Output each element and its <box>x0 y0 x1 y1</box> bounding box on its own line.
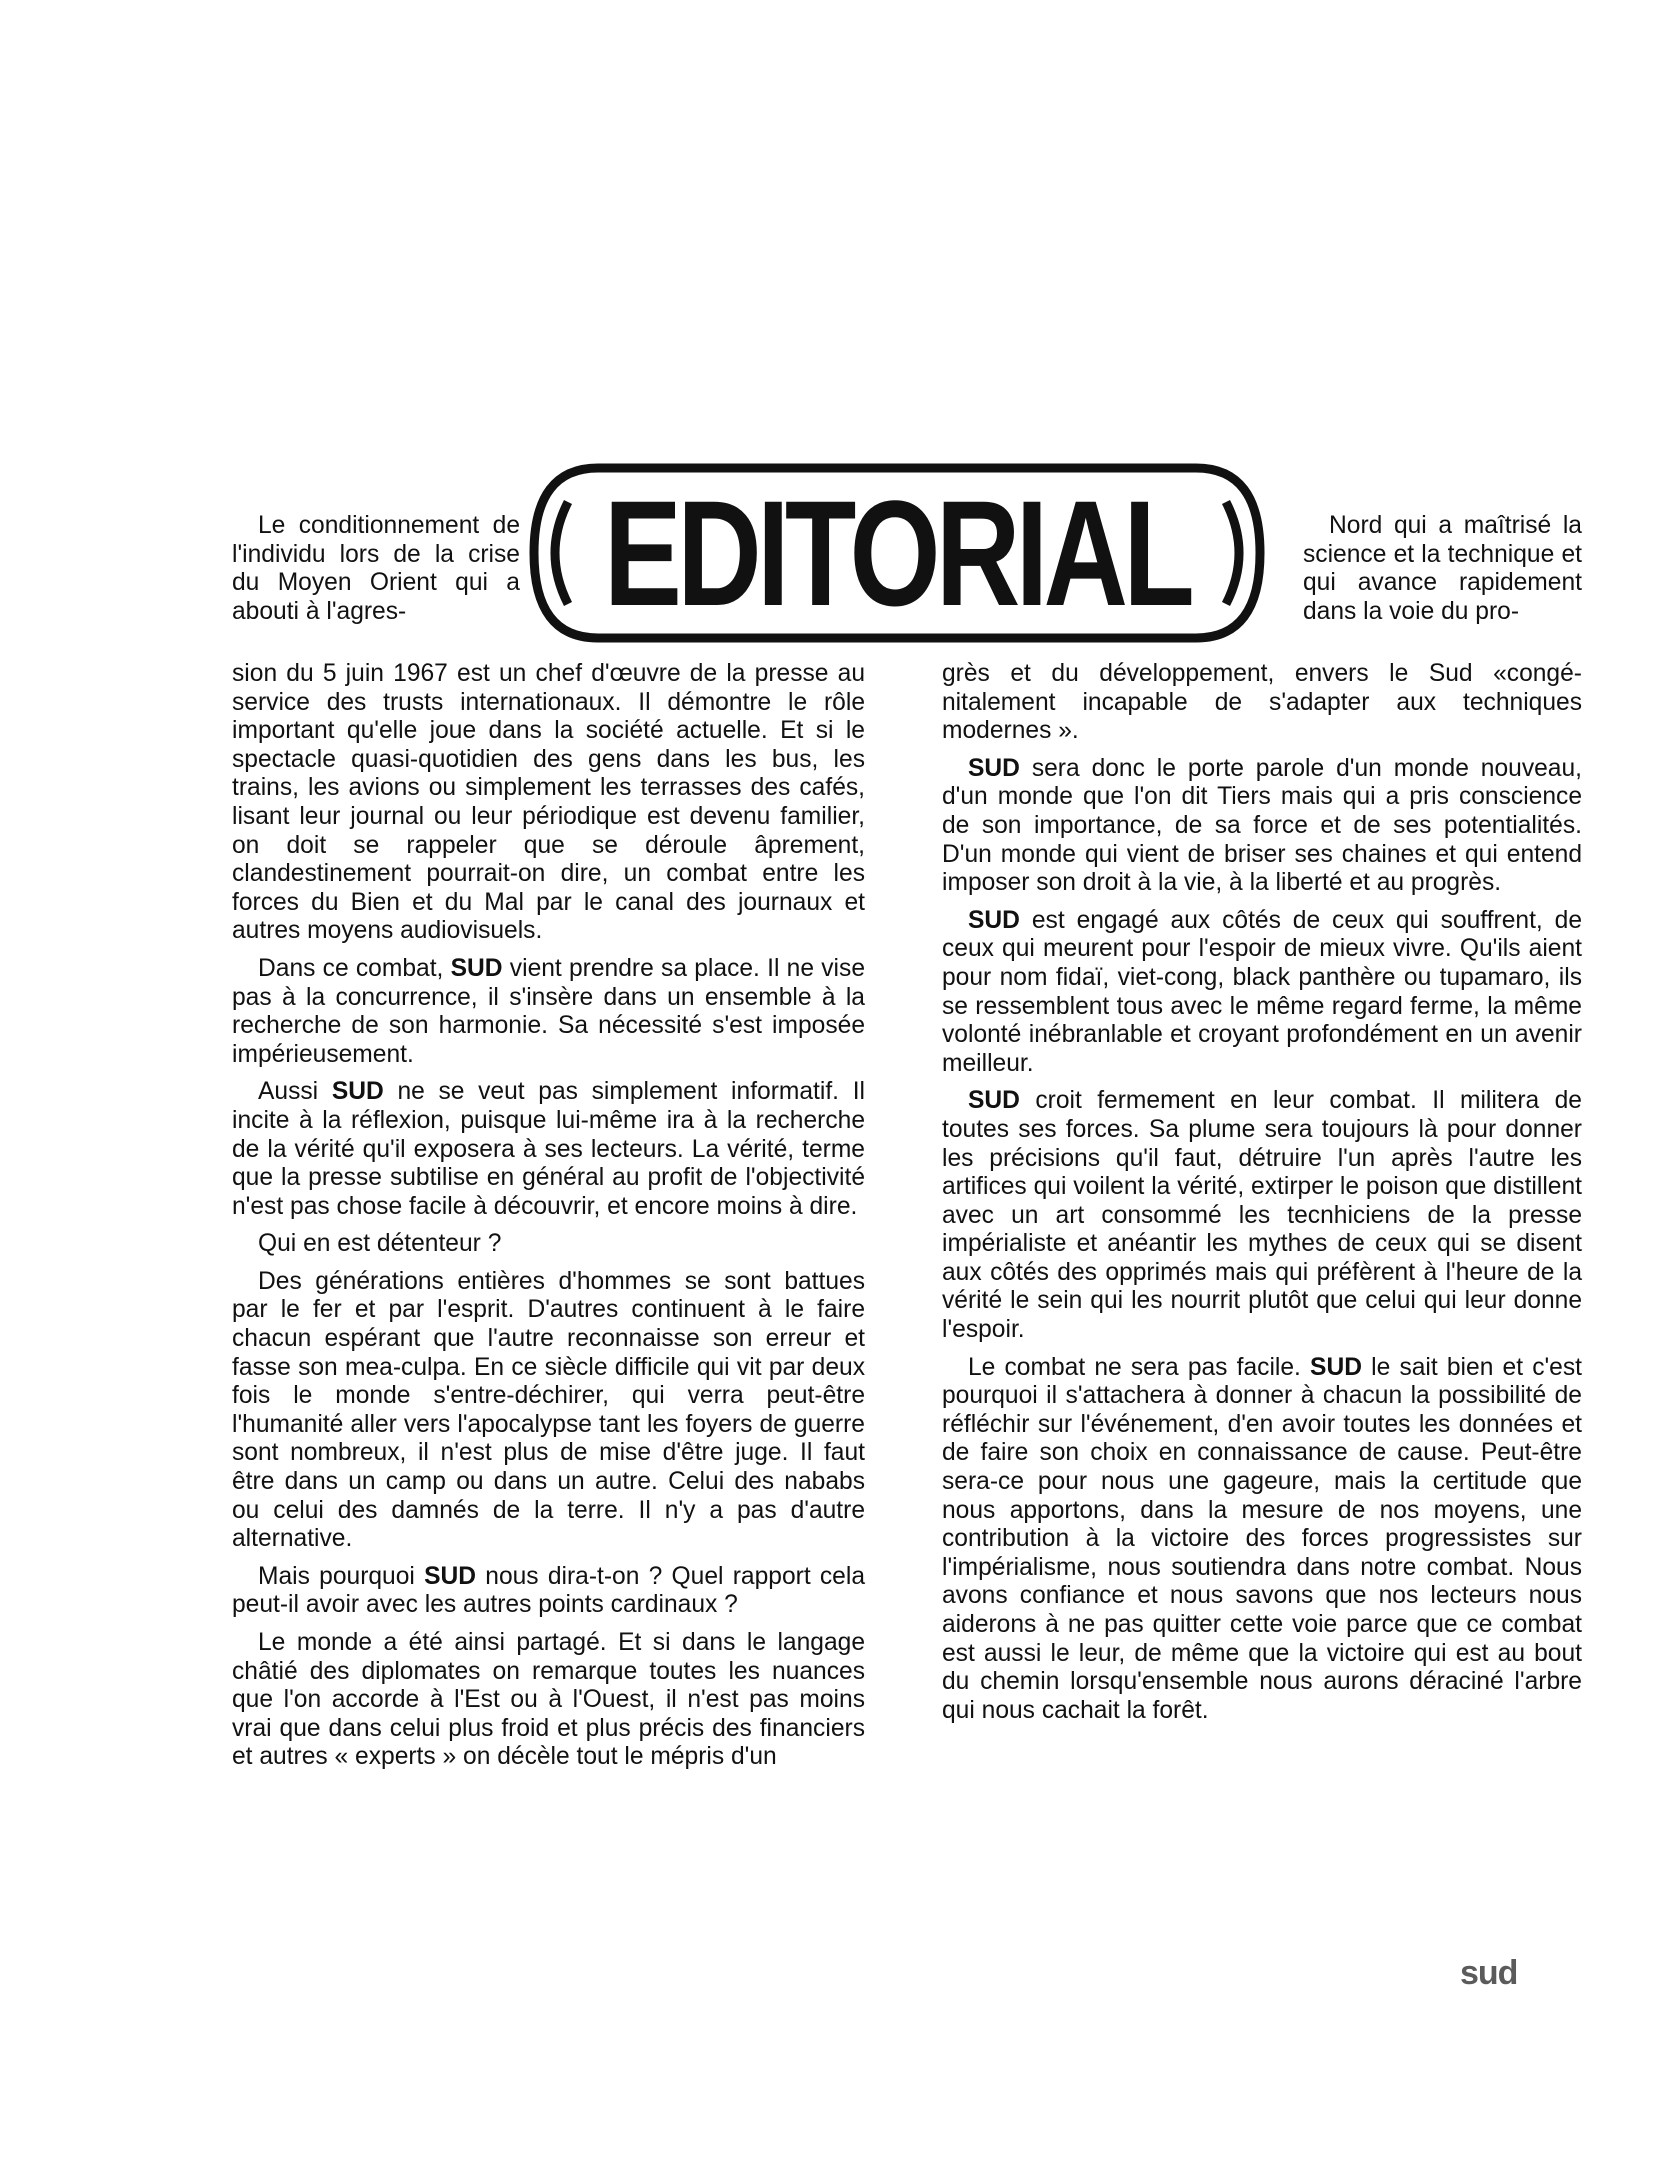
sud-name: SUD <box>968 754 1020 782</box>
left-column <box>232 660 865 1772</box>
text-run: nous dira-t-on ? Quel rapport cela peut-il avoir avec les autres points cardinaux ? <box>232 1562 866 1619</box>
text-run: le sait bien et c'est pourquoi il s'attachera à donner à chacun la possibilité de réfléchir sur l'événement, d'en avoir toutes les données et de faire son choix en connaissance de cause. Peut-être sera-ce pour nous une gageure, mais la certitude que nous apportons, dans la mesure de nos moyens, une contribution à la victoire des forces progressistes sur l'impérialisme, nous soutiendra dans notre combat. Nous avons confiance et nous savons que nos lecteurs nous aiderons à ne pas quitter cette voie parce que ce combat est aussi le leur, de même que la victoire qui est au bout du chemin lorsqu'ensemble nous aurons déraciné l'arbre qui nous cachait la forêt. <box>942 1353 1582 1724</box>
sud-name: SUD <box>968 906 1020 934</box>
paragraph <box>232 1078 865 1221</box>
text-run: Le combat ne sera pas facile. <box>968 1353 1311 1381</box>
editorial-banner <box>528 462 1266 644</box>
paragraph <box>232 955 865 1069</box>
text-run: Dans ce combat, <box>258 954 451 982</box>
right-column <box>942 660 1582 1725</box>
paragraph <box>942 1354 1582 1726</box>
paragraph: sion du 5 juin 1967 est un chef d'œuvre de la presse au service des trusts internationaux. Il démontre le rôle important qu'elle joue dans la société actuelle. Et si le spectacle quasi-quotidien des gens dans les bus, les trains, les avions ou simplement les terrasses des cafés, lisant leur journal ou leur périodique est devenu familier, on doit se rappeler que se déroule âprement, clandestinement pourrait-on dire, un combat entre les forces du Bien et du Mal par le canal des journaux et autres moyens audiovisuels. <box>232 660 865 945</box>
paragraph <box>942 907 1582 1079</box>
paragraph: Des générations entières d'hommes se sont battues par le fer et par l'esprit. D'autres continuent à le faire chacun espérant que l'autre reconnaisse son erreur et fasse son mea-culpa. En ce siècle difficile qui vit par deux fois le monde s'entre-déchirer, qui verra peut-être l'humanité aller vers l'apocalypse tant les foyers de guerre sont nombreux, il n'est plus de mise d'être juge. Il faut être dans un camp ou dans un autre. Celui des nababs ou celui des damnés de la terre. Il n'y a pas d'autre alternative. <box>232 1267 865 1553</box>
text-run: est engagé aux côtés de ceux qui souffrent, de ceux qui meurent pour l'espoir de mieux vivre. Qu'ils aient pour nom fidaï, viet-cong, black panthère ou tupamaro, ils se ressemblent tous avec le même regard ferme, la même volonté inébranlable et croyant profondément en un avenir meilleur. <box>942 906 1582 1077</box>
paragraph <box>232 1563 865 1620</box>
sud-name: SUD <box>450 954 503 982</box>
sud-name: SUD <box>331 1078 384 1106</box>
paragraph <box>942 755 1582 898</box>
sud-name: SUD <box>1310 1353 1362 1381</box>
sud-name: SUD <box>424 1562 477 1590</box>
left-intro-paragraph: Le conditionnement de l'individu lors de la crise du Moyen Orient qui a abouti à l'agres- <box>232 512 520 625</box>
paragraph <box>942 1087 1582 1344</box>
sud-logo: sud <box>1460 1954 1518 1992</box>
paragraph: grès et du développement, envers le Sud «congénitalement incapable de s'adapter aux techniques modernes ». <box>942 660 1582 745</box>
right-intro-text <box>1303 512 1582 626</box>
right-intro-paragraph: Nord qui a maîtrisé la science et la technique et qui avance rapidement dans la voie du pro- <box>1303 512 1582 625</box>
left-intro-text <box>232 512 520 626</box>
paragraph: Qui en est détenteur ? <box>258 1230 502 1258</box>
text-run: croit fermement en leur combat. Il militera de toutes ses forces. Sa plume sera toujours là pour donner les précisions qu'il faut, détruire l'un après l'autre les artifices qui voilent la vérité, extirper le poison que distillent avec un art consommé les tecnhiciens de la presse impérialiste et anéantir les mythes de ceux qui se disent aux côtés des opprimés mais qui préfèrent à l'heure de la vérité le sein qui les nourrit plutôt que celui qui leur donne l'espoir. <box>942 1087 1582 1344</box>
sud-name: SUD <box>968 1087 1020 1115</box>
paragraph: Le monde a été ainsi partagé. Et si dans le langage châtié des diplomates on remarque toutes les nuances que l'on accorde à l'Est ou à l'Ouest, il n'est pas moins vrai que dans celui plus froid et plus précis des financiers et autres « experts » on décèle tout le mépris d'un <box>232 1629 865 1771</box>
text-run: Mais pourquoi <box>258 1562 425 1590</box>
text-run: sera donc le porte parole d'un monde nouveau, d'un monde que l'on dit Tiers mais qui a pris conscience de son importance, de sa force et de ses potentialités. D'un monde qui vient de briser ses chaines et qui entend imposer son droit à la vie, à la liberté et au progrès. <box>942 754 1582 897</box>
banner-title: EDITORIAL <box>603 468 1191 637</box>
text-run: vient prendre sa place. Il ne vise pas à la concurrence, il s'insère dans un ensemble à la recherche de son harmonie. Sa nécessité s'est imposée impérieusement. <box>232 954 866 1068</box>
text-run: ne se veut pas simplement informatif. Il incite à la réflexion, puisque lui-même ira à la recherche de la vérité qu'il exposera à ses lecteurs. La vérité, terme que la presse subtilise en général au profit de l'objectivité n'est pas chose facile à découvrir, et encore moins à dire. <box>232 1078 865 1220</box>
text-run: Aussi <box>258 1078 332 1106</box>
